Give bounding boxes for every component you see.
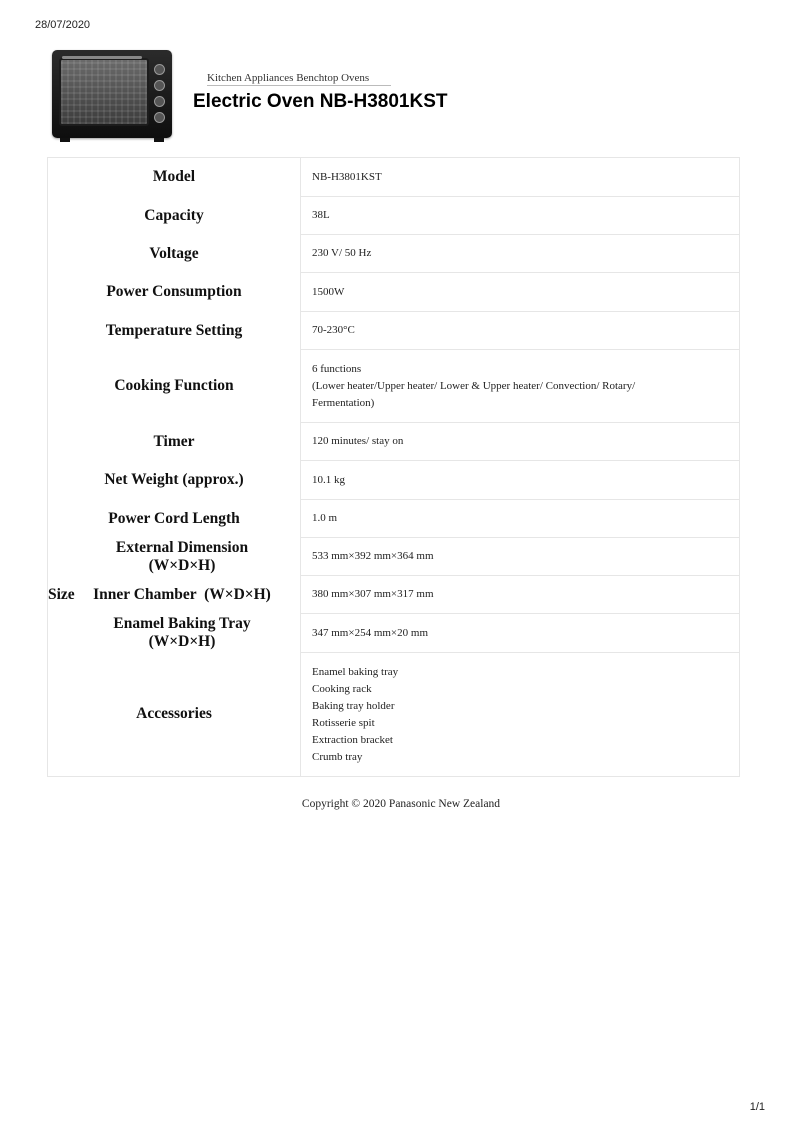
list-item: Extraction bracket bbox=[312, 733, 393, 746]
spec-value: 1.0 m bbox=[301, 500, 740, 538]
spec-row-voltage bbox=[48, 235, 740, 273]
accessories-list bbox=[301, 653, 740, 777]
spec-value: 10.1 kg bbox=[301, 461, 740, 500]
list-item: Cooking rack bbox=[312, 682, 372, 695]
spec-label: Net Weight (approx.) bbox=[48, 461, 301, 500]
oven-knob-icon bbox=[154, 64, 165, 75]
label-line: (W×D×H) bbox=[148, 556, 216, 574]
oven-knob-icon bbox=[154, 96, 165, 107]
spec-value: NB-H3801KST bbox=[301, 158, 740, 197]
list-item: Baking tray holder bbox=[312, 699, 395, 712]
spec-value: 380 mm×307 mm×317 mm bbox=[301, 576, 740, 614]
label-line: External Dimension bbox=[115, 538, 249, 556]
spec-row-cooking bbox=[48, 350, 740, 423]
spec-row-cord bbox=[48, 500, 740, 538]
value-line: Fermentation) bbox=[312, 396, 375, 409]
size-sub-label-external bbox=[64, 538, 300, 576]
spec-value: 70-230°C bbox=[301, 312, 740, 350]
spec-value: 120 minutes/ stay on bbox=[301, 423, 740, 461]
list-item: Enamel baking tray bbox=[312, 665, 399, 678]
spec-row-model bbox=[48, 158, 740, 197]
size-group-layout bbox=[48, 538, 300, 653]
copyright: Copyright © 2020 Panasonic New Zealand bbox=[301, 798, 501, 810]
value-line: (Lower heater/Upper heater/ Lower & Upper heater/ Convection/ Rotary/ bbox=[312, 379, 636, 392]
spec-row-capacity bbox=[48, 197, 740, 235]
spec-label: Voltage bbox=[48, 235, 301, 273]
spec-row-power bbox=[48, 273, 740, 312]
label-line: Enamel Baking Tray bbox=[113, 615, 251, 632]
oven-knob-icon bbox=[154, 112, 165, 123]
spec-row-temperature bbox=[48, 312, 740, 350]
product-image bbox=[52, 50, 172, 138]
value-line: 6 functions bbox=[312, 362, 362, 375]
spec-value: 230 V/ 50 Hz bbox=[301, 235, 740, 273]
spec-label: Accessories bbox=[48, 653, 301, 777]
spec-label: Capacity bbox=[48, 197, 301, 235]
list-item: Crumb tray bbox=[312, 750, 363, 763]
spec-table bbox=[47, 157, 740, 777]
spec-label: Model bbox=[48, 158, 301, 197]
page-number: 1/1 bbox=[749, 1101, 765, 1113]
list-item: Rotisserie spit bbox=[312, 716, 375, 729]
spec-label: Temperature Setting bbox=[48, 312, 301, 350]
spec-label: Cooking Function bbox=[48, 350, 301, 423]
size-sub-label-inner: Inner Chamber (W×D×H) bbox=[93, 585, 271, 603]
spec-value: 347 mm×254 mm×20 mm bbox=[301, 614, 740, 653]
spec-value: 38L bbox=[301, 197, 740, 235]
spec-value: 533 mm×392 mm×364 mm bbox=[301, 538, 740, 576]
spec-row-timer bbox=[48, 423, 740, 461]
spec-row-weight bbox=[48, 461, 740, 500]
size-group bbox=[48, 538, 301, 653]
oven-foot bbox=[60, 138, 70, 142]
label-line: (W×D×H) bbox=[148, 633, 216, 650]
spec-label: Power Consumption bbox=[48, 273, 301, 312]
spec-label: Power Cord Length bbox=[48, 500, 301, 538]
oven-handle bbox=[62, 56, 142, 59]
oven-foot bbox=[154, 138, 164, 142]
spec-row-accessories bbox=[48, 653, 740, 777]
print-date: 28/07/2020 bbox=[35, 19, 91, 31]
breadcrumb[interactable]: Kitchen Appliances Benchtop Ovens bbox=[207, 72, 391, 86]
spec-value: 1500W bbox=[301, 273, 740, 312]
size-sub-labels bbox=[86, 538, 300, 653]
oven-window bbox=[59, 58, 149, 126]
oven-knob-icon bbox=[154, 80, 165, 91]
page-title: Electric Oven NB-H3801KST bbox=[193, 91, 448, 112]
size-sub-label-tray bbox=[64, 614, 300, 653]
size-label: Size bbox=[48, 586, 75, 603]
spec-label: Timer bbox=[48, 423, 301, 461]
spec-row-external bbox=[48, 538, 740, 576]
spec-value bbox=[301, 350, 740, 423]
